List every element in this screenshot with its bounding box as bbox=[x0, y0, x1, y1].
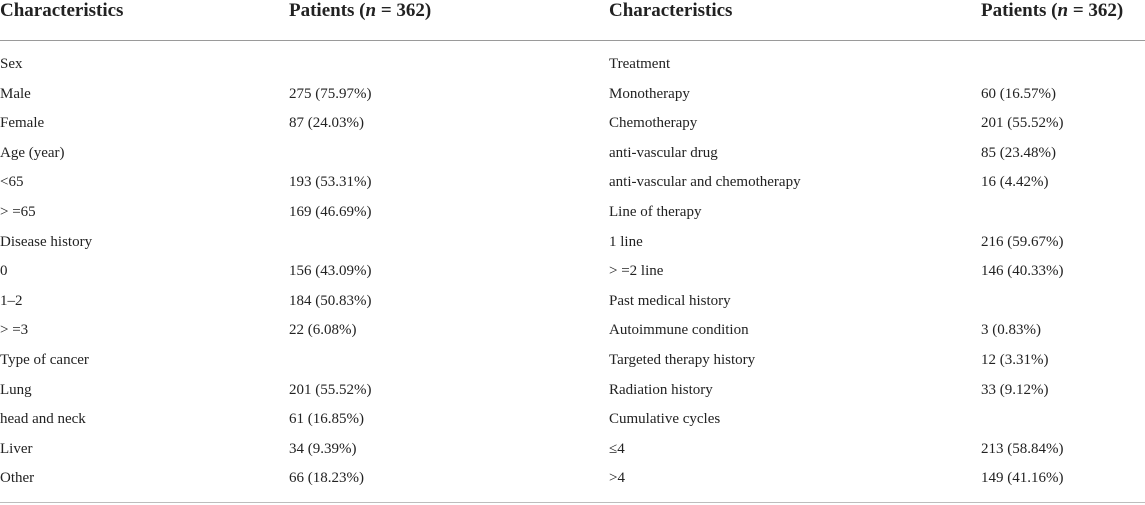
cell-left-value: 61 (16.85%) bbox=[289, 411, 364, 428]
table-row bbox=[0, 80, 1145, 110]
cell-left-label: Male bbox=[0, 85, 31, 102]
cell-left-label: Age (year) bbox=[0, 144, 65, 161]
cell-right-value: 33 (9.12%) bbox=[981, 381, 1049, 398]
cell-right-value: 146 (40.33%) bbox=[981, 263, 1064, 280]
table-row bbox=[0, 257, 1145, 287]
table-row bbox=[0, 435, 1145, 465]
table-row bbox=[0, 405, 1145, 435]
cell-left-value: 193 (53.31%) bbox=[289, 174, 372, 191]
header-patients-left-suffix: = 362) bbox=[376, 0, 432, 21]
cell-left-label: head and neck bbox=[0, 411, 86, 428]
header-patients-right-n: n bbox=[1057, 0, 1069, 21]
header-patients-left-prefix: Patients ( bbox=[289, 0, 366, 21]
cell-right-label: Treatment bbox=[609, 56, 671, 72]
cell-right-value: 213 (58.84%) bbox=[981, 440, 1064, 457]
cell-left-label: 0 bbox=[0, 263, 8, 280]
cell-right-label: Past medical history bbox=[609, 292, 731, 309]
cell-left-value: 156 (43.09%) bbox=[289, 263, 372, 280]
cell-right-label: Radiation history bbox=[609, 381, 713, 398]
table-row bbox=[0, 198, 1145, 228]
cell-right-label: anti-vascular and chemotherapy bbox=[609, 174, 801, 191]
table-row bbox=[0, 109, 1145, 139]
table-row bbox=[0, 376, 1145, 406]
table-row bbox=[0, 464, 1145, 494]
cell-right-label: Chemotherapy bbox=[609, 115, 698, 132]
cell-right-value: 216 (59.67%) bbox=[981, 233, 1064, 250]
table-row bbox=[0, 228, 1145, 258]
cell-left-value: 201 (55.52%) bbox=[289, 381, 372, 398]
cell-right-value: 201 (55.52%) bbox=[981, 115, 1064, 132]
cell-right-label: Monotherapy bbox=[609, 85, 690, 102]
cell-right-label: Autoimmune condition bbox=[609, 322, 749, 339]
table-header bbox=[0, 0, 1145, 41]
header-characteristics-right: Characteristics bbox=[609, 0, 733, 21]
cell-left-label: > =3 bbox=[0, 322, 29, 339]
table-row bbox=[0, 139, 1145, 169]
cell-right-value: 12 (3.31%) bbox=[981, 352, 1049, 368]
header-patients-right bbox=[981, 0, 1123, 26]
cell-left-value: 169 (46.69%) bbox=[289, 204, 372, 220]
cell-right-label: Cumulative cycles bbox=[609, 411, 721, 428]
cell-left-label: Sex bbox=[0, 56, 23, 72]
cell-left-label: > =65 bbox=[0, 204, 36, 220]
header-characteristics-left: Characteristics bbox=[0, 0, 124, 21]
cell-right-value: 85 (23.48%) bbox=[981, 144, 1056, 161]
cell-right-label: ≤4 bbox=[609, 440, 625, 457]
cell-left-value: 66 (18.23%) bbox=[289, 470, 364, 487]
cell-right-value: 149 (41.16%) bbox=[981, 470, 1064, 487]
cell-right-value: 60 (16.57%) bbox=[981, 85, 1056, 102]
header-patients-right-prefix: Patients ( bbox=[981, 0, 1058, 21]
cell-right-label: Targeted therapy history bbox=[609, 352, 756, 368]
cell-right-label: 1 line bbox=[609, 233, 643, 250]
cell-left-value: 34 (9.39%) bbox=[289, 440, 357, 457]
table-bottom-rule bbox=[0, 502, 1145, 503]
cell-left-value: 275 (75.97%) bbox=[289, 85, 372, 102]
cell-right-label: Line of therapy bbox=[609, 204, 702, 220]
table-row bbox=[0, 316, 1145, 346]
cell-left-label: Other bbox=[0, 470, 35, 487]
table-row bbox=[0, 50, 1145, 80]
cell-left-value: 22 (6.08%) bbox=[289, 322, 357, 339]
cell-right-label: >4 bbox=[609, 470, 625, 487]
table-row bbox=[0, 287, 1145, 317]
cell-right-value: 16 (4.42%) bbox=[981, 174, 1049, 191]
cell-right-label: > =2 line bbox=[609, 263, 664, 280]
header-patients-left bbox=[289, 0, 431, 26]
table-row bbox=[0, 168, 1145, 198]
cell-left-label: Lung bbox=[0, 381, 32, 398]
cell-left-label: <65 bbox=[0, 174, 24, 191]
cell-left-value: 87 (24.03%) bbox=[289, 115, 364, 132]
cell-right-value: 3 (0.83%) bbox=[981, 322, 1041, 339]
cell-left-value: 184 (50.83%) bbox=[289, 292, 372, 309]
header-patients-left-n: n bbox=[365, 0, 377, 21]
cell-left-label: Type of cancer bbox=[0, 352, 89, 368]
cell-left-label: 1–2 bbox=[0, 292, 23, 309]
cell-left-label: Female bbox=[0, 115, 45, 132]
cell-left-label: Liver bbox=[0, 440, 33, 457]
cell-left-label: Disease history bbox=[0, 233, 93, 250]
cell-right-label: anti-vascular drug bbox=[609, 144, 718, 161]
header-patients-right-suffix: = 362) bbox=[1068, 0, 1124, 21]
table-row bbox=[0, 346, 1145, 376]
